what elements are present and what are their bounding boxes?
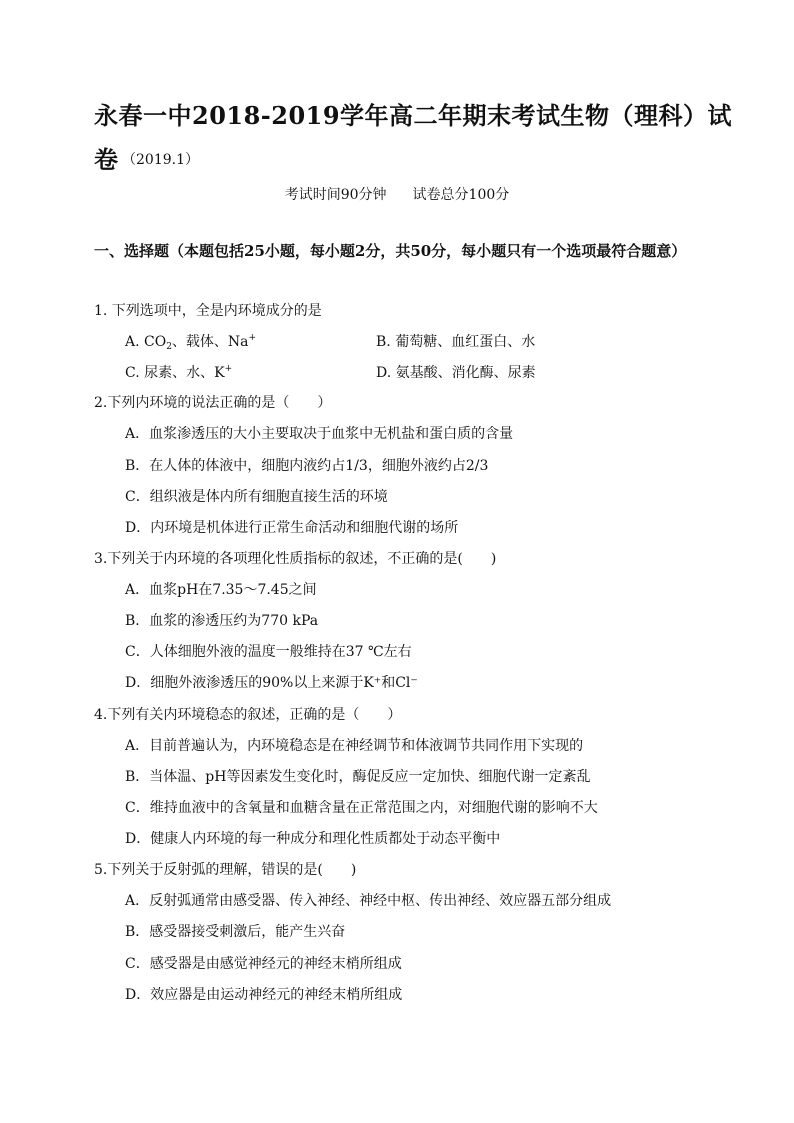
question-stem: 1. 下列选项中，全是内环境成分的是 <box>94 303 322 319</box>
option-d: D. 氨基酸、消化酶、尿素 <box>376 365 536 381</box>
section-heading: 一、选择题（本题包括25小题，每小题2分，共50分，每小题只有一个选项最符合题意） <box>94 242 687 260</box>
exam-date: （2019.1） <box>122 152 199 168</box>
option-d: D．效应器是由运动神经元的神经末梢所组成 <box>125 987 403 1003</box>
option-b: B. 葡萄糖、血红蛋白、水 <box>376 334 536 350</box>
option-d: D．健康人内环境的每一种成分和理化性质都处于动态平衡中 <box>125 831 501 847</box>
exam-info <box>0 184 794 204</box>
option-d: D．细胞外液渗透压的90%以上来源于K⁺和Cl⁻ <box>125 675 418 691</box>
exam-title-tail: 卷 <box>94 145 118 174</box>
option-a: A．血浆渗透压的大小主要取决于血浆中无机盐和蛋白质的含量 <box>125 426 514 442</box>
question-stem: 4.下列有关内环境稳态的叙述，正确的是（ ） <box>94 707 402 723</box>
option-b: B．感受器接受刺激后，能产生兴奋 <box>125 924 346 940</box>
total-score: 试卷总分100分 <box>412 187 510 203</box>
option-d: D．内环境是机体进行正常生命活动和细胞代谢的场所 <box>125 520 459 536</box>
question-stem: 3.下列关于内环境的各项理化性质指标的叙述，不正确的是( ) <box>94 551 497 567</box>
option-b: B．血浆的渗透压约为770 kPa <box>125 613 319 629</box>
option-c: C．组织液是体内所有细胞直接生活的环境 <box>125 489 388 505</box>
option-b: B．当体温、pH等因素发生变化时，酶促反应一定加快、细胞代谢一定紊乱 <box>125 769 591 785</box>
option-c: C. 尿素、水、K+ <box>125 364 233 381</box>
option-a: A. $CO_2$、载体、Na+ <box>125 333 257 352</box>
option-c: C．人体细胞外液的温度一般维持在37 ℃左右 <box>125 644 412 660</box>
question-stem: 2.下列内环境的说法正确的是（ ） <box>94 395 332 411</box>
option-c: C．维持血液中的含氧量和血糖含量在正常范围之内，对细胞代谢的影响不大 <box>125 800 598 816</box>
option-c: C．感受器是由感觉神经元的神经末梢所组成 <box>125 956 402 972</box>
question-stem: 5.下列关于反射弧的理解，错误的是( ) <box>94 862 357 878</box>
option-a: A．目前普遍认为，内环境稳态是在神经调节和体液调节共同作用下实现的 <box>125 738 584 754</box>
exam-title: 永春一中2018-2019学年高二年期末考试生物（理科）试 <box>94 101 733 130</box>
option-b: B．在人体的体液中，细胞内液约占1/3，细胞外液约占2/3 <box>125 458 489 474</box>
option-a: A．反射弧通常由感受器、传入神经、神经中枢、传出神经、效应器五部分组成 <box>125 893 612 909</box>
exam-title-continued <box>94 140 199 175</box>
exam-time: 考试时间90分钟 <box>284 187 387 203</box>
option-a: A．血浆pH在7.35～7.45之间 <box>125 582 317 598</box>
